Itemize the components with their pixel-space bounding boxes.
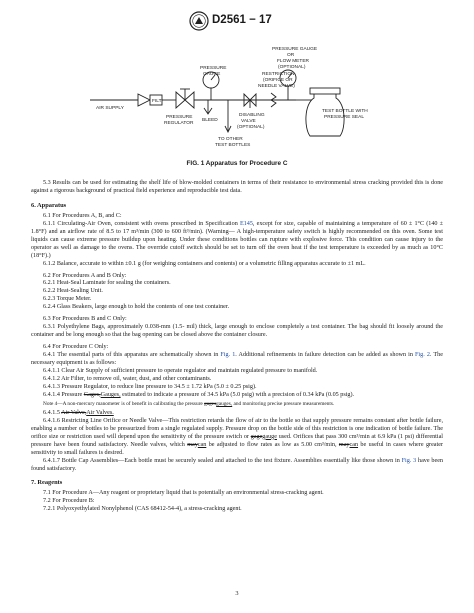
ref-link-fig-3[interactable]: Fig. 3 <box>401 457 417 464</box>
para-6-1-1: 6.1.1 Circulating-Air Oven, consistent with ovens prescribed in Specification E145, except for size, capable of maintaining a temperature of 60 ± 1°C (140 ± 1.8°F) and an airflow rate of 8.5 to 17 m³/min (300 to 600 ft³/min). (Warning— A high-temperature safety switch is highly recommended on this oven. Some test liquids can cause extreme pressure buildup upon heating. Under these conditions bottles can rupture with explosive force. This condition can cause injury to the operator as well as damage to the ovens. The override cutoff switch should be set to turn off the oven heat if the test temperature is exceeded by as much as 10°C (18°F).) <box>31 220 443 259</box>
label-test-bottle: TEST BOTTLE WITH PRESSURE SEAL <box>322 109 368 120</box>
para-6-4-1-5: 6.4.1.5 Air Valve,Air Valves. <box>43 409 114 416</box>
deleted-text: gages <box>204 400 217 407</box>
para-5-3: 5.3 Results can be used for estimating the shelf life of blow-molded containers in terms of their resistance to environmental stress cracking provided this is done against a rigorous background of practical field experience and reproducible test data. <box>31 180 443 194</box>
inserted-text: gauge <box>262 433 277 440</box>
apparatus-diagram <box>88 40 388 158</box>
para-6-2-2: 6.2.2 Heat-Sealing Unit. <box>43 288 103 295</box>
para-6-1-2: 6.1.2 Balance, accurate to within ±0.1 g (for weighing containers and contents) or a volumetric filling apparatus accurate to ±1 mL. <box>43 260 366 267</box>
figure-caption: FIG. 1 Apparatus for Procedure C <box>186 160 288 167</box>
para-6-4-title: 6.4 For Procedure C Only: <box>43 344 109 351</box>
para-6-2-title: 6.2 For Procedures A and B Only: <box>43 272 127 279</box>
para-6-3-1: 6.3.1 Polyethylene Bags, approximately 0.038-mm (1.5- mil) thick, large enough to enclose completely a test container. The bag should fit loosely around the container and be long enough so that the bag opening can be closed above the container closure. <box>31 324 443 339</box>
para-6-4-1-7: 6.4.1.7 Bottle Cap Assemblies—Each bottle must be securely sealed and attached to the test fixture. Assemblies essentially like those shown in Fig. 3 have been found satisfactory. <box>31 457 443 472</box>
document-body <box>31 180 443 514</box>
label-bleed: BLEED <box>202 118 218 123</box>
deleted-text: may <box>187 441 198 448</box>
deleted-text: Air Valve, <box>61 409 87 416</box>
para-6-2-1: 6.2.1 Heat-Seal Laminate for sealing the containers. <box>43 280 171 287</box>
para-6-2-3: 6.2.3 Torque Meter. <box>43 296 92 303</box>
para-6-1-title: 6.1 For Procedures A, B, and C: <box>43 212 122 219</box>
para-6-2-4: 6.2.4 Glass Beakers, large enough to hold the contents of one test container. <box>43 304 230 311</box>
ref-link-fig-2[interactable]: Fig. 2 <box>415 352 430 359</box>
inserted-text: can <box>349 441 359 448</box>
label-restriction: RESTRICTION (ORIFICE OR NEEDLE VALVE) <box>258 72 295 89</box>
standard-designation: D2561 − 17 <box>212 14 272 26</box>
deleted-text: gage <box>250 433 263 440</box>
label-to-other-bottles: TO OTHER TEST BOTTLES <box>215 137 251 148</box>
para-6-4-1-6: 6.4.1.6 Restricting Line Orifice or Needle Valve—This restriction retards the flow of air to the bottle so that supply pressure remains constant after bottle failure, enabling a number of bottles to be pressurized from a single regulated supply. Pressure drop on the bottle side of this restriction is one indication of bottle failure. The orifice size or restriction used will depend upon the sensitivity of the pressure switch or gagegauge used. Orifices that pass 300 cm³/min at 6.9 kPa (1 psi) differential pressure have been found satisfactory. Needle valves, which maycan be adjusted to flow rates as low as 5.00 cm³/min, maycan be useful in cases where greater sensitivity to small failures is desired. <box>31 417 443 456</box>
para-6-3-title: 6.3 For Procedures B and C Only: <box>43 316 127 323</box>
deleted-text: may <box>338 441 350 448</box>
para-6-4-1: 6.4.1 The essential parts of this apparatus are schematically shown in Fig. 1. Additional refinements in failure detection can be added as shown in Fig. 2. The necessary equipment is as follows: <box>31 352 443 367</box>
page-number: 3 <box>235 590 239 597</box>
note-4: Note 4—A non-mercury manometer is of benefit in calibrating the pressure gagesgauges, and monitoring precise pressure measurements. <box>43 400 335 407</box>
label-filter: FILT <box>152 99 162 104</box>
inserted-text: can <box>197 441 207 448</box>
para-7-2-1: 7.2.1 Polyoxyethylated Nonylphenol (CAS 68412-54-4), a stress-cracking agent. <box>43 506 242 513</box>
para-6-4-1-4: 6.4.1.4 Pressure Gages,Gauges, estimated to indicate a pressure of 34.5 kPa (5.0 psig) with a precision of 0.34 kPa (0.05 psig). <box>43 391 355 398</box>
deleted-text: Gages, <box>83 391 101 398</box>
ref-link-e145[interactable]: E145 <box>239 220 253 227</box>
inserted-text: Gauges, <box>100 391 121 398</box>
page-header <box>0 11 474 31</box>
label-gauge-or-meter: PRESSURE GAUGE OR FLOW METER (OPTIONAL) <box>272 47 318 70</box>
para-6-4-1-2: 6.4.1.2 Air Filter, to remove oil, water, dust, and other contaminants. <box>43 375 212 382</box>
section-6-heading: 6. Apparatus <box>31 201 67 209</box>
label-pressure-gauge: PRESSURE GAUGE <box>200 66 227 77</box>
ref-link-fig-1[interactable]: Fig. 1 <box>220 352 236 359</box>
astm-logo-icon <box>189 11 209 31</box>
para-7-1: 7.1 For Procedure A—Any reagent or proprietary liquid that is potentially an environmental stress-cracking agent. <box>43 490 324 497</box>
section-7-heading: 7. Reagents <box>31 479 63 487</box>
para-6-4-1-1: 6.4.1.1 Clear Air Supply of sufficient pressure to operate regulator and maintain regulated pressure to manifold. <box>43 368 318 375</box>
label-disabling-valve: DISABLING VALVE (OPTIONAL) <box>237 113 265 130</box>
inserted-text: Air Valves. <box>86 409 114 416</box>
label-pressure-regulator: PRESSURE REGULATOR <box>164 115 194 126</box>
para-7-2-title: 7.2 For Procedure B: <box>43 498 95 505</box>
inserted-text: gauges, <box>216 400 233 407</box>
label-air-supply: AIR SUPPLY <box>96 106 124 111</box>
para-6-4-1-3: 6.4.1.3 Pressure Regulator, to reduce line pressure to 34.5 ± 1.72 kPa (5.0 ± 0.25 psig). <box>43 383 257 390</box>
